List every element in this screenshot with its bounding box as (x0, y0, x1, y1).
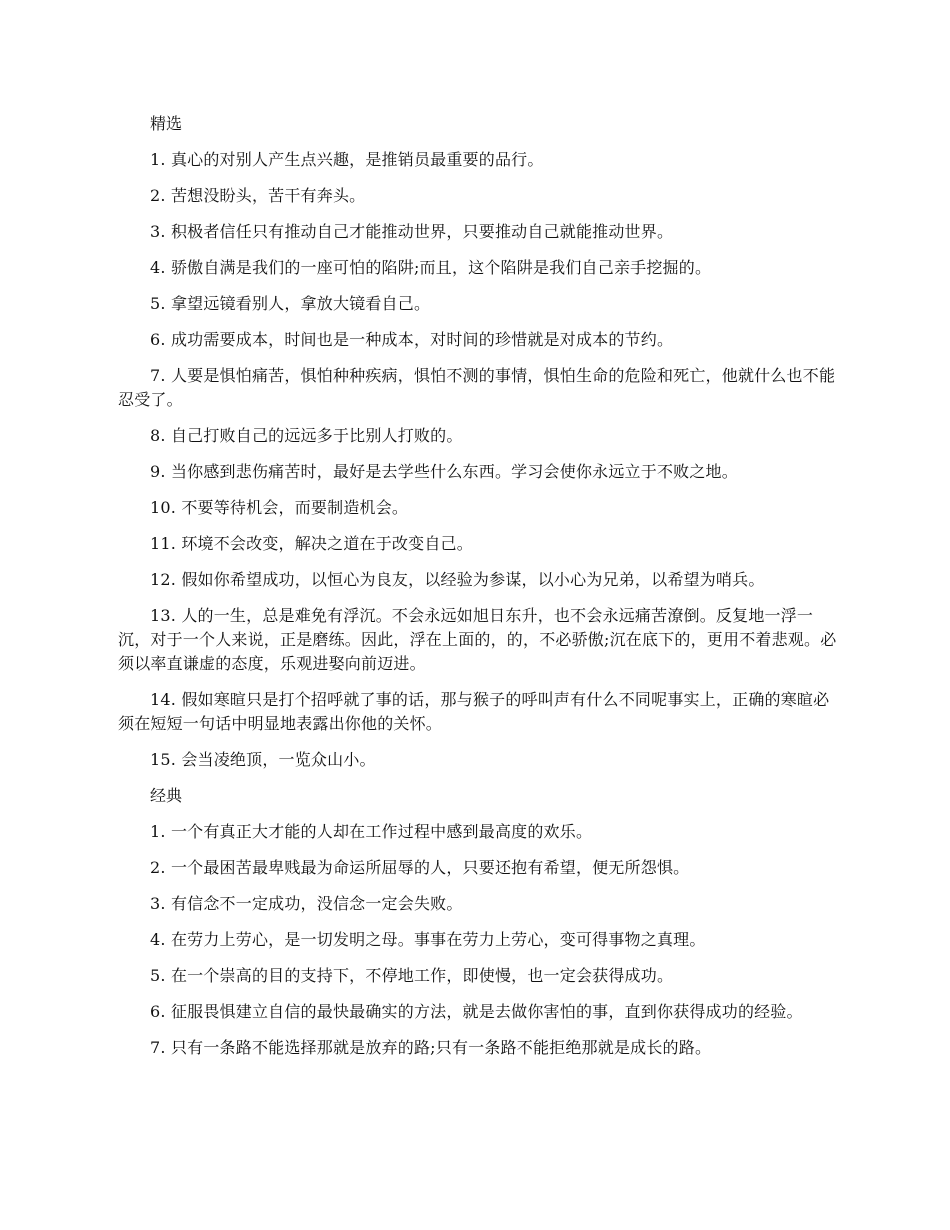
quote-item: 6. 征服畏惧建立自信的最快最确实的方法，就是去做你害怕的事，直到你获得成功的经验。 (150, 1002, 803, 1021)
section-heading-jingdian: 经典 (150, 786, 183, 805)
quote-item: 3. 有信念不一定成功，没信念一定会失败。 (150, 894, 463, 913)
quote-item: 5. 在一个崇高的目的支持下，不停地工作，即使慢，也一定会获得成功。 (150, 966, 674, 985)
quote-item: 4. 在劳力上劳心，是一切发明之母。事事在劳力上劳心，变可得事物之真理。 (150, 930, 706, 949)
quote-item: 6. 成功需要成本，时间也是一种成本，对时间的珍惜就是对成本的节约。 (150, 330, 674, 349)
section-heading-jingxuan: 精选 (150, 114, 183, 133)
quote-item: 9. 当你感到悲伤痛苦时，最好是去学些什么东西。学习会使你永远立于不败之地。 (150, 462, 738, 481)
quote-item: 4. 骄傲自满是我们的一座可怕的陷阱;而且，这个陷阱是我们自己亲手挖掘的。 (150, 258, 712, 277)
quote-item: 3. 积极者信任只有推动自己才能推动世界，只要推动自己就能推动世界。 (150, 222, 674, 241)
quote-item: 2. 苦想没盼头，苦干有奔头。 (150, 186, 366, 205)
quote-item: 5. 拿望远镜看别人，拿放大镜看自己。 (150, 294, 431, 313)
document-page (118, 112, 840, 1072)
quote-item: 1. 一个有真正大才能的人却在工作过程中感到最高度的欢乐。 (150, 822, 593, 841)
quote-item: 12. 假如你希望成功，以恒心为良友，以经验为参谋，以小心为兄弟，以希望为哨兵。 (150, 570, 765, 589)
quote-item: 13. 人的一生，总是难免有浮沉。不会永远如旭日东升，也不会永远痛苦潦倒。反复地一浮一沉，对于一个人来说，正是磨练。因此，浮在上面的，的，不必骄傲;沉在底下的，更用不着悲观。必须以率直谦虚的态度，乐观进娶向前迈进。 (118, 606, 837, 673)
quote-item: 10. 不要等待机会，而要制造机会。 (150, 498, 409, 517)
quote-item: 7. 只有一条路不能选择那就是放弃的路;只有一条路不能拒绝那就是成长的路。 (150, 1038, 712, 1057)
quote-item: 7. 人要是惧怕痛苦，惧怕种种疾病，惧怕不测的事情，惧怕生命的危险和死亡，他就什么也不能忍受了。 (118, 366, 836, 409)
quote-item: 11. 环境不会改变，解决之道在于改变自己。 (150, 534, 473, 553)
quote-item: 2. 一个最困苦最卑贱最为命运所屈辱的人，只要还抱有希望，便无所怨惧。 (150, 858, 690, 877)
quote-item: 15. 会当凌绝顶，一览众山小。 (150, 750, 376, 769)
quote-item: 8. 自己打败自己的远远多于比别人打败的。 (150, 426, 463, 445)
quote-item: 14. 假如寒暄只是打个招呼就了事的话，那与猴子的呼叫声有什么不同呢事实上，正确的寒暄必须在短短一句话中明显地表露出你他的关怀。 (118, 690, 830, 733)
quote-item: 1. 真心的对别人产生点兴趣，是推销员最重要的品行。 (150, 150, 544, 169)
